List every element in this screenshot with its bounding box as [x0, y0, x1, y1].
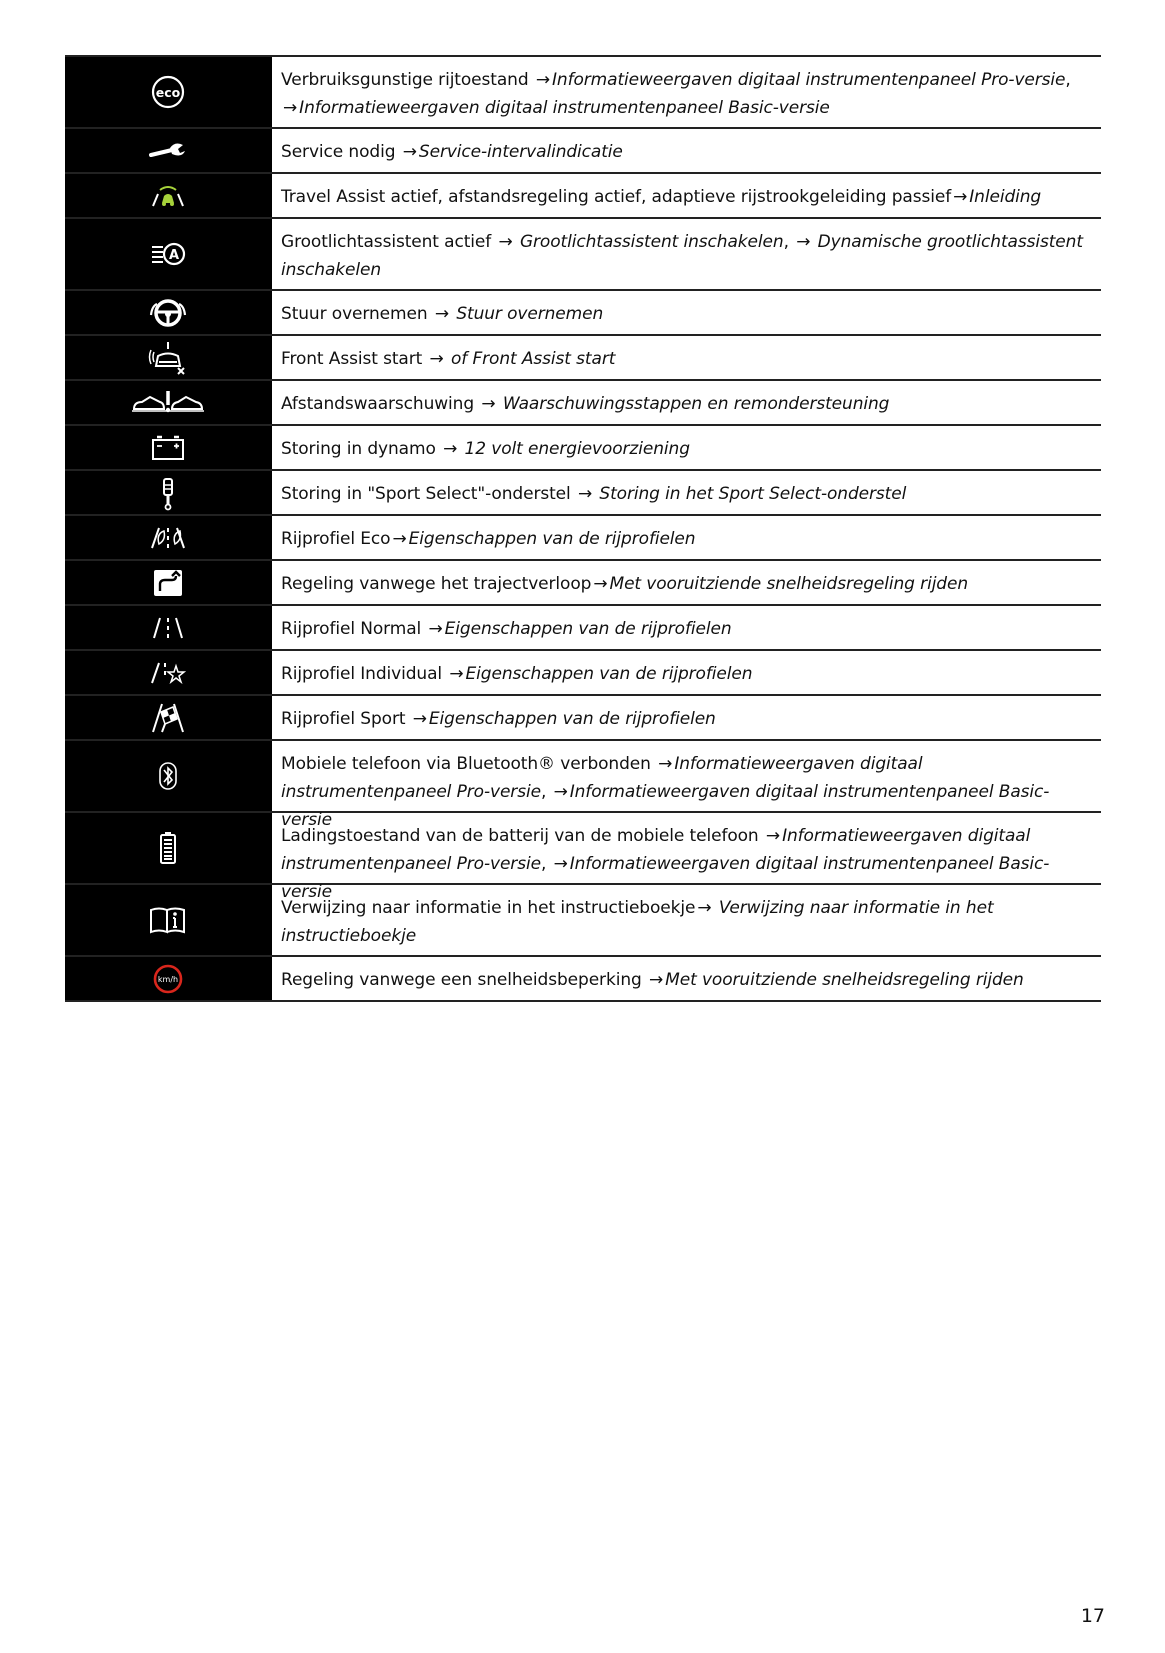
shock-absorber-icon	[148, 473, 188, 513]
table-row	[65, 291, 1101, 336]
arrow-icon: →	[428, 619, 443, 639]
arrow-icon: →	[283, 98, 298, 118]
arrow-icon: →	[412, 709, 427, 729]
table-row	[65, 813, 1101, 902]
cross-reference-link[interactable]: Service-intervalindicatie	[418, 142, 623, 162]
table-row	[65, 561, 1101, 606]
cross-reference-link[interactable]: Inleiding	[969, 187, 1042, 207]
arrow-icon: →	[553, 854, 568, 874]
arrow-icon: →	[535, 70, 551, 90]
bluetooth-icon	[148, 756, 188, 796]
table-row	[65, 741, 1101, 830]
steering-wheel-icon	[148, 293, 188, 333]
route-icon	[148, 563, 188, 603]
row-label: Regeling vanwege het trajectverloop	[281, 574, 592, 594]
svg-text:A: A	[168, 248, 180, 263]
row-label: Rijprofiel Sport	[281, 709, 406, 729]
arrow-icon: →	[434, 304, 450, 324]
front-assist-icon	[148, 338, 188, 378]
arrow-icon: →	[953, 187, 968, 207]
table-row	[65, 885, 1101, 957]
table-row	[65, 381, 1101, 426]
cross-reference-link[interactable]: Waarschuwingsstappen en remondersteuning	[502, 394, 890, 414]
arrow-icon: →	[765, 826, 781, 846]
arrow-icon: →	[649, 970, 664, 990]
table-row	[65, 57, 1101, 129]
table-row	[65, 174, 1101, 219]
battery-icon	[148, 428, 188, 468]
cross-reference-link[interactable]: Eigenschappen van de rijprofielen	[408, 529, 696, 549]
row-label: Rijprofiel Individual	[281, 664, 443, 684]
drive-profile-eco-icon	[148, 518, 188, 558]
cross-reference-link[interactable]: Verwijzing naar informatie in het instructieboekje	[281, 898, 994, 946]
table-row	[65, 957, 1101, 1002]
cross-reference-link[interactable]: Eigenschappen van de rijprofielen	[444, 619, 732, 639]
cross-reference-link[interactable]: Stuur overnemen	[456, 304, 604, 324]
indicator-table	[65, 55, 1101, 1002]
row-label: Rijprofiel Normal	[281, 619, 422, 639]
row-label: Storing in "Sport Select"-onderstel	[281, 484, 571, 504]
cross-reference-link[interactable]: Met vooruitziende snelheidsregeling rijden	[665, 970, 1024, 990]
cross-reference-link[interactable]: Eigenschappen van de rijprofielen	[428, 709, 716, 729]
row-label: Travel Assist actief, afstandsregeling actief, adaptieve rijstrookgeleiding passief	[281, 187, 952, 207]
separator: ,	[783, 232, 789, 252]
row-label: Regeling vanwege een snelheidsbeperking	[281, 970, 642, 990]
cross-reference-link[interactable]: Informatieweergaven digitaal instrumentenpaneel Basic-versie	[281, 854, 1050, 902]
arrow-icon: →	[402, 142, 417, 162]
cross-reference-link[interactable]: of Front Assist start	[450, 349, 616, 369]
manual-info-icon	[148, 900, 188, 940]
row-label: Grootlichtassistent actief	[281, 232, 492, 252]
cross-reference-link[interactable]: Met vooruitziende snelheidsregeling rijden	[609, 574, 969, 594]
arrow-icon: →	[593, 574, 608, 594]
high-beam-assist-icon	[148, 234, 188, 274]
arrow-icon: →	[553, 782, 568, 802]
row-label: Rijprofiel Eco	[281, 529, 391, 549]
arrow-icon: →	[658, 754, 673, 774]
arrow-icon: →	[449, 664, 464, 684]
row-label: Verbruiksgunstige rijtoestand	[281, 70, 529, 90]
row-label: Front Assist start	[281, 349, 423, 369]
table-row	[65, 426, 1101, 471]
row-label: Service nodig	[281, 142, 396, 162]
arrow-icon: →	[392, 529, 407, 549]
drive-profile-normal-icon	[148, 608, 188, 648]
speed-limit-icon	[148, 959, 188, 999]
svg-text:eco: eco	[155, 85, 181, 100]
travel-assist-icon	[148, 176, 188, 216]
table-row	[65, 336, 1101, 381]
cross-reference-link[interactable]: Dynamische grootlichtassistent inschakelen	[281, 232, 1083, 280]
table-row	[65, 696, 1101, 741]
table-row	[65, 219, 1101, 291]
row-label: Afstandswaarschuwing	[281, 394, 475, 414]
row-label: Storing in dynamo	[281, 439, 436, 459]
arrow-icon: →	[481, 394, 496, 414]
drive-profile-sport-icon	[148, 698, 188, 738]
table-row	[65, 516, 1101, 561]
separator: ,	[540, 854, 547, 874]
arrow-icon: →	[577, 484, 593, 504]
cross-reference-link[interactable]: 12 volt energievoorziening	[464, 439, 690, 459]
arrow-icon: →	[697, 898, 712, 918]
table-row	[65, 129, 1101, 174]
drive-profile-individual-icon	[148, 653, 188, 693]
table-row	[65, 471, 1101, 516]
speed-limit-unit: km/h	[157, 974, 179, 984]
cross-reference-link[interactable]: Informatieweergaven digitaal instrumentenpaneel Basic-versie	[299, 98, 830, 118]
table-row	[65, 651, 1101, 696]
row-label: Mobiele telefoon via Bluetooth® verbonden	[281, 754, 651, 774]
arrow-icon: →	[443, 439, 458, 459]
cross-reference-link[interactable]: Informatieweergaven digitaal instrumentenpaneel Basic-versie	[281, 782, 1050, 830]
arrow-icon: →	[796, 232, 811, 252]
cross-reference-link[interactable]: Informatieweergaven digitaal instrumentenpaneel Pro-versie	[281, 754, 923, 802]
distance-warning-icon	[128, 383, 208, 423]
cross-reference-link[interactable]: Eigenschappen van de rijprofielen	[465, 664, 753, 684]
cross-reference-link[interactable]: Informatieweergaven digitaal instrumentenpaneel Pro-versie	[281, 826, 1031, 874]
phone-battery-icon	[148, 828, 188, 868]
eco-icon	[148, 72, 188, 112]
wrench-icon	[148, 131, 188, 171]
arrow-icon: →	[498, 232, 513, 252]
cross-reference-link[interactable]: Informatieweergaven digitaal instrumentenpaneel Pro-versie	[552, 70, 1066, 90]
table-row	[65, 606, 1101, 651]
page-number: 17	[1080, 1605, 1105, 1627]
cross-reference-link[interactable]: Storing in het Sport Select-onderstel	[599, 484, 907, 504]
row-label: Verwijzing naar informatie in het instructieboekje	[281, 898, 696, 918]
cross-reference-link[interactable]: Grootlichtassistent inschakelen	[519, 232, 784, 252]
separator: ,	[1065, 70, 1071, 90]
row-label: Stuur overnemen	[281, 304, 428, 324]
arrow-icon: →	[429, 349, 444, 369]
row-label: Ladingstoestand van de batterij van de mobiele telefoon	[281, 826, 759, 846]
separator: ,	[540, 782, 547, 802]
